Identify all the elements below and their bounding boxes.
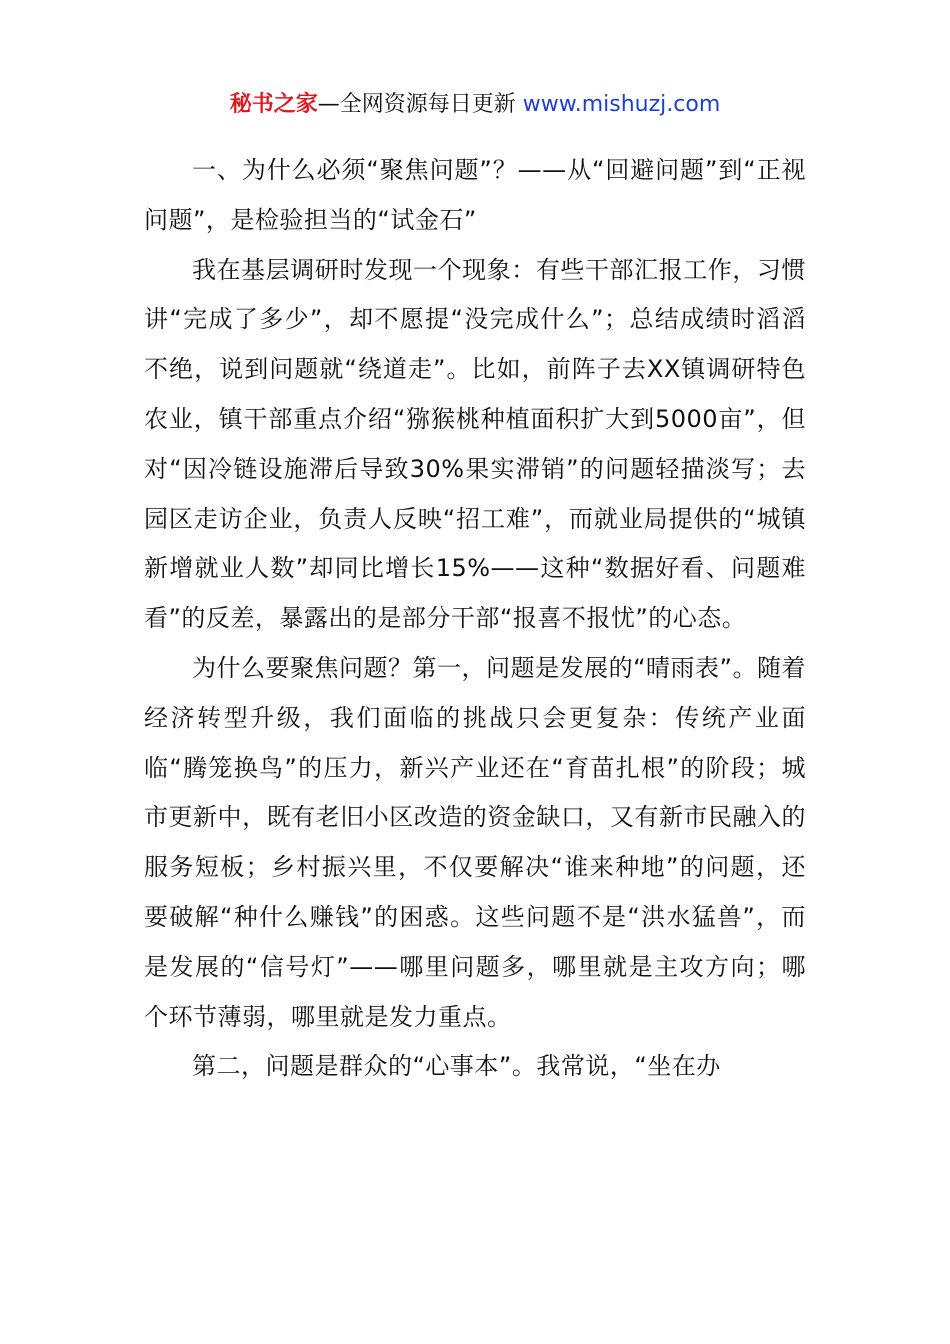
paragraph-3: 第二，问题是群众的“心事本”。我常说，“坐在办: [192, 1052, 721, 1081]
site-tagline: —全网资源每日更新: [317, 92, 523, 117]
site-url-link[interactable]: www.mishuzj.com: [522, 92, 721, 117]
section-heading: 一、为什么必须“聚焦问题”？——从“回避问题”到“正视问题”，是检验担当的“试金石”: [144, 156, 806, 234]
paragraph-2: 为什么要聚焦问题？第一，问题是发展的“晴雨表”。随着经济转型升级，我们面临的挑战只会更复杂：传统产业面临“腾笼换鸟”的压力，新兴产业还在“育苗扎根”的阶段；城市更新中，既有老旧小区改造的资金缺口，又有新市民融入的服务短板；乡村振兴里，不仅要解决“谁来种地”的问题，还要破解“种什么赚钱”的困惑。这些问题不是“洪水猛兽”，而是发展的“信号灯”——哪里问题多，哪里就是主攻方向；哪个环节薄弱，哪里就是发力重点。: [144, 653, 806, 1031]
paragraph-1: 我在基层调研时发现一个现象：有些干部汇报工作，习惯讲“完成了多少”，却不愿提“没完成什么”；总结成绩时滔滔不绝，说到问题就“绕道走”。比如，前阵子去XX镇调研特色农业，镇干部重点介绍“猕猴桃种植面积扩大到5000亩”，但对“因冷链设施滞后导致30%果实滞销”的问题轻描淡写；去园区走访企业，负责人反映“招工难”，而就业局提供的“城镇新增就业人数”却同比增长15%——这种“数据好看、问题难看”的反差，暴露出的是部分干部“报喜不报忧”的心态。: [144, 255, 806, 633]
site-header: [0, 90, 950, 120]
site-brand: 秘书之家: [229, 92, 318, 117]
article-body: [144, 146, 806, 1092]
